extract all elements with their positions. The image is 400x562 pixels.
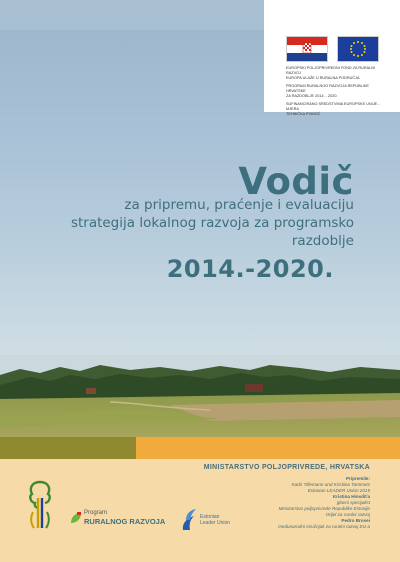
- funding-line: SUFINANCIRANO SREDSTVIMA EUROPSKE UNIJE - MJERA: [286, 102, 380, 111]
- croatia-flag-icon: [286, 36, 328, 62]
- funding-line: EUROPA ULAŽE U RURALNA PODRUČJA: [286, 76, 360, 80]
- credits-line: Pedro Brosei: [341, 518, 370, 523]
- ministry-name: MINISTARSTVO POLJOPRIVREDE, HRVATSKA: [203, 464, 370, 471]
- credits-line: Ministarstvo poljoprivrede Republike Estonije: [278, 506, 370, 511]
- landscape-photo: [0, 355, 400, 437]
- credits-line: medunarodni stručnjak za ruralni razvoj EU-a: [278, 524, 370, 529]
- program-name: RURALNOG RAZVOJA: [84, 517, 166, 526]
- credits-line: glavni specijalist: [336, 500, 370, 505]
- cover-years: 2014.-2020.: [166, 255, 334, 283]
- funding-line: EUROPSKI POLJOPRIVREDNI FOND ZA RURALNI RAZVOJ: [286, 66, 376, 75]
- credits-line: Estonian LEADER Union 2015: [307, 488, 370, 493]
- credits-line: Odjel za ruralni razvoj: [325, 512, 370, 517]
- credits-line: Pripremile:: [346, 476, 370, 481]
- program-label: Program: [84, 510, 108, 516]
- funding-line: PROGRAM RURALNOG RAZVOJA REPUBLIKE HRVATSKE: [286, 84, 369, 93]
- tree-logo-icon: [26, 478, 54, 530]
- credits-block: [230, 476, 370, 530]
- eu-flag-icon: [337, 36, 379, 62]
- program-leaf-icon: [70, 512, 82, 524]
- cover-subtitle-line: razdoblje: [291, 233, 354, 249]
- credits-line: Kristina Hinsdiťa: [332, 494, 370, 499]
- leader-line: Estonian: [200, 514, 220, 520]
- funding-statement: [286, 66, 382, 117]
- cover-subtitle-line: strategija lokalnog razvoja za programsko: [70, 215, 354, 231]
- leader-swirl-icon: [180, 508, 198, 532]
- program-ruralnog-razvoja-logo: [70, 510, 165, 526]
- funding-line: TEHNIČKA POMOĆ: [286, 112, 321, 116]
- leader-line: Leader Union: [200, 520, 231, 526]
- orange-bar: [136, 437, 400, 459]
- credits-line: Kadri Tillemann and Kristiina Tammets: [291, 482, 370, 487]
- cover-subtitle-line: za pripremu, praćenje i evaluaciju: [124, 197, 354, 213]
- olive-bar: [0, 437, 136, 459]
- top-left-bar: [0, 0, 264, 30]
- cover-title: Vodič: [238, 160, 354, 203]
- funding-line: ZA RAZDOBLJE 2014. - 2020.: [286, 94, 338, 98]
